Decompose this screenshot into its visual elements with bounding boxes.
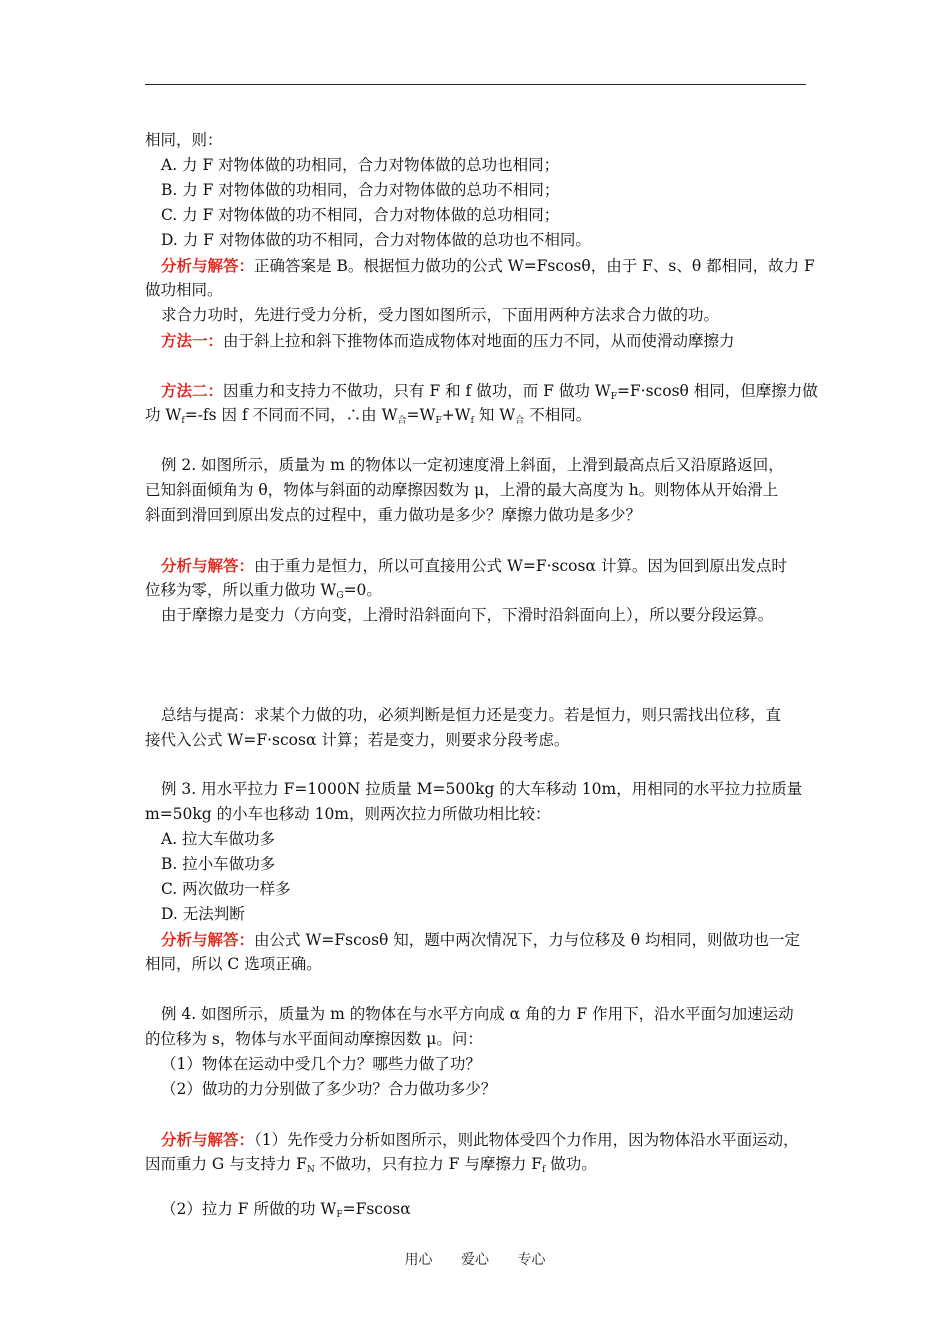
ex3-answer-text: 由公式 W=Fscosθ 知，题中两次情况下，力与位移及 θ 均相同，则做功也一定 [254,931,800,949]
ex3-option-d: D. 无法判断 [161,905,245,923]
ex2-line-3: 斜面到滑回到原出发点的过程中，重力做功是多少？摩擦力做功是多少？ [145,506,642,524]
method-2-line-2 [145,403,810,428]
ex3-option-b: B. 拉小车做功多 [161,855,276,873]
ex3-answer-line-2: 相同，所以 C 选项正确。 [145,955,322,973]
ex2-answer-line-1 [161,553,826,579]
ex4-answer-text: （2）拉力 F 所做的功 W [161,1200,337,1218]
ex4-question-1: （1）物体在运动中受几个力？哪些力做了功？ [161,1055,481,1073]
q1-answer-text: 正确答案是 B。根据恒力做功的公式 W=Fscosθ，由于 F、s、θ 都相同，故力 F [254,257,815,275]
summary-line-2: 接代入公式 W=F·scosα 计算；若是变力，则要求分段考虑。 [145,731,570,749]
subscript: f [470,416,474,426]
ex4-answer-text: 不做功，只有拉力 F 与摩擦力 F [314,1155,543,1173]
ex4-answer-text: （1）先作受力分析如图所示，则此物体受四个力作用，因为物体沿水平面运动， [254,1131,799,1149]
method-2-text: 知 W [473,406,516,424]
ex4-answer-line-1 [161,1127,826,1153]
q1-answer-line-1 [161,253,826,279]
ex4-answer-line-3 [161,1197,826,1222]
method-1-label: 方法一： [161,331,224,350]
ex4-answer-text: 因而重力 G 与支持力 F [145,1155,307,1173]
q1-tail: 相同，则： [145,131,223,149]
method-2-text: 因重力和支持力不做功，只有 F 和 f 做功，而 F 做功 W [223,382,611,400]
ex2-answer-line-3: 由于摩擦力是变力（方向变，上滑时沿斜面向下，下滑时沿斜面向上），所以要分段运算。 [161,606,774,624]
ex4-line-1: 例 4. 如图所示，质量为 m 的物体在与水平方向成 α 角的力 F 作用下，沿水平面匀加速运动 [161,1005,794,1023]
ex4-answer-text: 做功。 [545,1155,597,1173]
subscript: F [336,1210,343,1220]
ex2-answer-text: 位移为零，所以重力做功 W [145,581,337,599]
summary-line-1: 总结与提高：求某个力做的功，必须判断是恒力还是变力。若是恒力，则只需找出位移，直 [161,706,782,724]
header-rule [145,84,806,85]
method-1-text: 由于斜上拉和斜下推物体而造成物体对地面的压力不同，从而使滑动摩擦力 [223,332,735,350]
ex2-answer-text: 由于重力是恒力，所以可直接用公式 W=F·scosα 计算。因为回到原出发点时 [254,557,787,575]
ex4-answer-line-2 [145,1152,810,1177]
q1-option-b: B. 力 F 对物体做的功相同，合力对物体做的总功不相同； [161,181,560,199]
method-2-text: +W [441,406,471,424]
method-2-text: 不相同。 [524,406,592,424]
method-2-line-1 [161,378,826,404]
subscript: F [435,416,442,426]
method-2-text: =W [406,406,436,424]
q1-option-c: C. 力 F 对物体做的功不相同，合力对物体做的总功相同； [161,206,560,224]
q1-option-a: A. 力 F 对物体做的功相同，合力对物体做的总功也相同； [161,156,560,174]
method-2-text: =-fs 因 f 不同而不同，∴由 W [184,406,398,424]
ex3-option-c: C. 两次做功一样多 [161,880,291,898]
ex2-answer-line-2 [145,578,810,603]
ex3-option-a: A. 拉大车做功多 [161,830,276,848]
ex4-question-2: （2）做功的力分别做了多少功？合力做功多少？ [161,1080,497,1098]
ex4-answer-text: =Fscosα [342,1200,411,1218]
ex3-answer-line-1 [161,927,826,953]
ex3-line-1: 例 3. 用水平拉力 F=1000N 拉质量 M=500kg 的大车移动 10m，用相同的水平拉力拉质量 [161,780,803,798]
ex3-line-2: m=50kg 的小车也移动 10m，则两次拉力所做功相比较： [145,805,551,823]
q1-paragraph-2: 求合力功时，先进行受力分析，受力图如图所示，下面用两种方法求合力做的功。 [161,306,720,324]
subscript: 合 [515,416,525,426]
subscript: N [306,1165,315,1175]
ex2-line-1: 例 2. 如图所示，质量为 m 的物体以一定初速度滑上斜面，上滑到最高点后又沿原路返回， [161,456,784,474]
analysis-label: 分析与解答： [161,1130,255,1149]
subscript: G [336,591,344,601]
q1-answer-line-2: 做功相同。 [145,281,223,299]
ex2-answer-text: =0。 [343,581,382,599]
subscript: f [181,416,185,426]
ex4-line-2: 的位移为 s，物体与水平面间动摩擦因数 μ。问： [145,1030,483,1048]
analysis-label: 分析与解答： [161,930,255,949]
method-1 [161,328,826,354]
q1-option-d: D. 力 F 对物体做的功不相同，合力对物体做的总功也不相同。 [161,231,591,249]
method-2-text: 功 W [145,406,182,424]
page-footer: 用心 爱心 专心 [404,1252,546,1268]
analysis-label: 分析与解答： [161,256,255,275]
ex2-line-2: 已知斜面倾角为 θ，物体与斜面的动摩擦因数为 μ，上滑的最大高度为 h。则物体从开始滑上 [145,481,779,499]
method-2-label: 方法二： [161,381,224,400]
method-2-text: =F·scosθ 相同，但摩擦力做 [616,382,818,400]
subscript: 合 [397,416,407,426]
subscript: F [610,392,617,402]
analysis-label: 分析与解答： [161,556,255,575]
subscript: f [542,1165,546,1175]
